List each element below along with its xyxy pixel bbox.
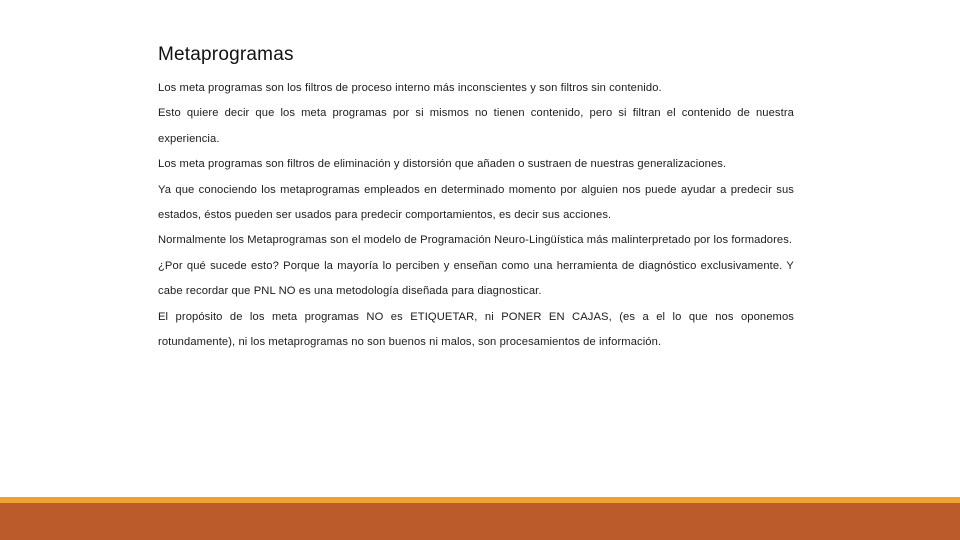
paragraph: ¿Por qué sucede esto? Porque la mayoría lo perciben y enseñan como una herramienta de diagnóstico exclusivamente. Y cabe recordar que PNL NO es una metodología diseñada para diagnosticar.: [158, 259, 794, 298]
slide-title: Metaprogramas: [158, 44, 294, 65]
paragraph: Los meta programas son filtros de eliminación y distorsión que añaden o sustraen de nuestras generalizaciones.: [158, 158, 727, 171]
paragraph: Ya que conociendo los metaprogramas empleados en determinado momento por alguien nos puede ayudar a predecir sus estados, éstos pueden ser usados para predecir comportamientos, es decir sus acciones.: [158, 183, 794, 222]
slide-body: [158, 76, 794, 355]
paragraph: Normalmente los Metaprogramas son el modelo de Programación Neuro-Lingüística más malinterpretado por los formadores.: [158, 234, 793, 247]
footer-bar: [0, 503, 960, 540]
paragraph: Esto quiere decir que los meta programas por si mismos no tienen contenido, pero si filtran el contenido de nuestra experiencia.: [158, 107, 794, 145]
paragraph: El propósito de los meta programas NO es ETIQUETAR, ni PONER EN CAJAS, (es a el lo que nos oponemos rotundamente), ni los metaprogramas no son buenos ni malos, son procesamientos de información.: [158, 310, 794, 349]
paragraph: Los meta programas son los filtros de proceso interno más inconscientes y son filtros sin contenido.: [158, 82, 662, 94]
